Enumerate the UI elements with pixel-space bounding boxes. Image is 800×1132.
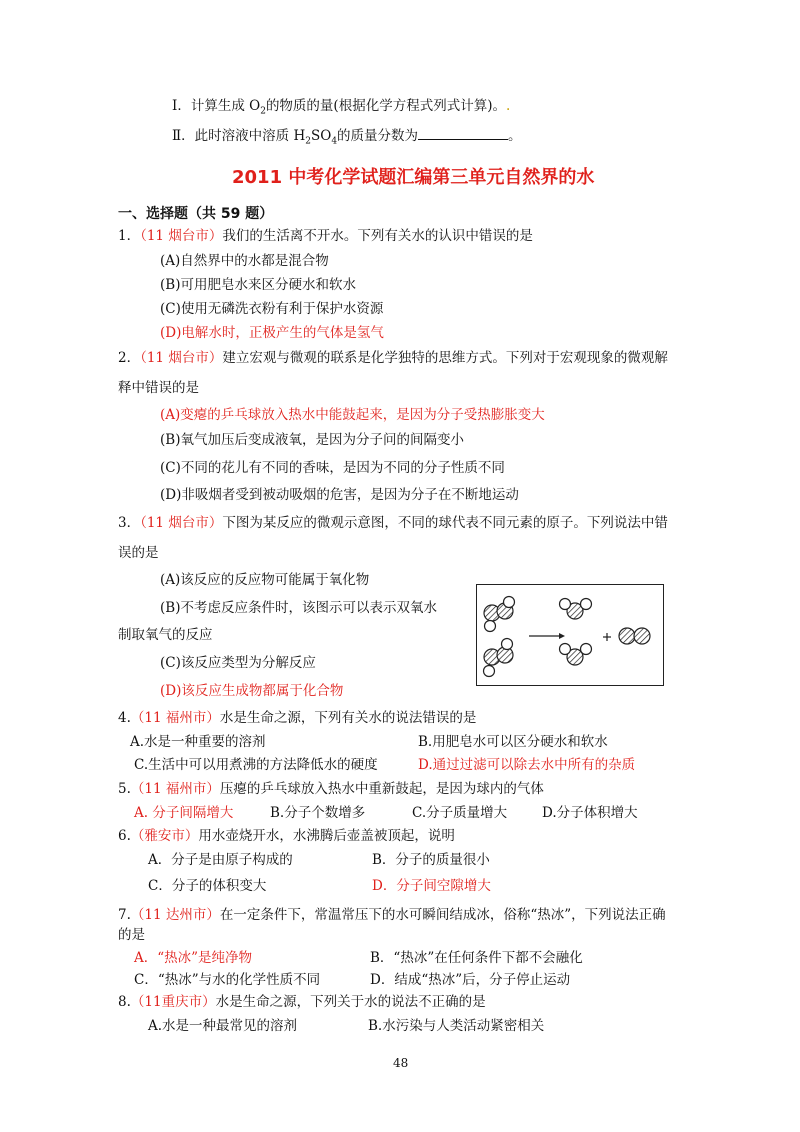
question-7-stem-cont: 的是 <box>118 927 145 943</box>
period: 。 <box>508 128 522 144</box>
q6-option-b: B．分子的质量很小 <box>372 852 490 868</box>
q6-option-a: A．分子是由原子构成的 <box>148 852 293 868</box>
reaction-diagram-svg <box>477 585 663 685</box>
question-3-stem-cont: 误的是 <box>118 545 159 561</box>
calc-line-2-suffix: 的质量分数为 <box>337 128 419 144</box>
question-number: 4. <box>118 710 131 726</box>
question-text: 水是生命之源，下列有关水的说法错误的是 <box>219 710 477 726</box>
question-source: （11 达州市） <box>130 907 220 923</box>
q6-option-d: D．分子间空隙增大 <box>372 878 491 894</box>
q2-option-a: (A)变瘪的乒乓球放入热水中能鼓起来，是因为分子受热膨胀变大 <box>160 407 545 423</box>
question-2-stem-cont: 释中错误的是 <box>118 380 199 396</box>
q3-option-a: (A)该反应的反应物可能属于氧化物 <box>160 572 370 588</box>
reaction-diagram <box>476 584 664 686</box>
subscript: 2 <box>260 106 266 117</box>
question-number: 1． <box>118 228 141 244</box>
q1-option-d: (D)电解水时，正极产生的气体是氢气 <box>160 325 384 341</box>
q7-option-a: A．“热冰”是纯净物 <box>134 950 253 966</box>
question-7-stem <box>118 903 666 923</box>
arrow-icon <box>529 633 565 639</box>
question-number: 2． <box>118 350 141 366</box>
q1-option-a: (A)自然界中的水都是混合物 <box>160 253 329 269</box>
q2-option-c: (C)不同的花儿有不同的香味，是因为不同的分子性质不同 <box>160 460 505 476</box>
q7-option-b: B．“热冰”在任何条件下都不会融化 <box>370 950 583 966</box>
q3-option-c: (C)该反应类型为分解反应 <box>160 655 316 671</box>
q7-option-d: D．结成“热冰”后，分子停止运动 <box>370 972 571 988</box>
question-4-stem <box>118 706 476 726</box>
q8-option-a: A.水是一种最常见的溶剂 <box>148 1018 298 1034</box>
reactant-molecule-2 <box>484 639 514 677</box>
question-source: （11 福州市） <box>130 781 220 797</box>
q4-option-c: C.生活中可以用煮沸的方法降低水的硬度 <box>134 757 378 773</box>
question-source: （11 烟台市） <box>140 515 223 531</box>
question-text: 我们的生活离不开水。下列有关水的认识中错误的是 <box>222 228 533 244</box>
question-source: （11 烟台市） <box>140 350 223 366</box>
page-number: 48 <box>393 1056 409 1070</box>
question-source: （11 烟台市） <box>140 228 223 244</box>
q8-option-b: B.水污染与人类活动紧密相关 <box>368 1018 545 1034</box>
plus-icon <box>603 633 611 641</box>
subscript: 2 <box>305 136 311 147</box>
q2-option-d: (D)非吸烟者受到被动吸烟的危害，是因为分子在不断地运动 <box>160 487 519 503</box>
question-2-stem <box>118 346 668 366</box>
question-number: 7. <box>118 907 131 923</box>
question-6-stem <box>118 824 455 844</box>
q3-option-b-cont: 制取氧气的反应 <box>118 627 213 643</box>
reactant-molecule-1 <box>484 597 515 632</box>
calc-line-1 <box>172 94 510 117</box>
question-1-stem <box>118 224 533 244</box>
question-source: （雅安市） <box>130 828 199 844</box>
question-text: 水是生命之源，下列关于水的说法不正确的是 <box>215 994 486 1010</box>
q4-option-b: B.用肥皂水可以区分硬水和软水 <box>418 734 608 750</box>
product-molecule-2 <box>560 644 592 666</box>
q6-option-c: C．分子的体积变大 <box>148 878 267 894</box>
question-3-stem <box>118 511 668 531</box>
q7-option-c: C．“热冰”与水的化学性质不同 <box>134 972 321 988</box>
subscript: 4 <box>331 136 338 147</box>
q3-option-b: (B)不考虑反应条件时，该图示可以表示双氧水 <box>160 600 437 616</box>
q4-option-d: D.通过过滤可以除去水中所有的杂质 <box>418 757 636 773</box>
question-8-stem <box>118 990 486 1010</box>
q4-option-a: A.水是一种重要的溶剂 <box>130 734 266 750</box>
stray-dot: . <box>505 98 511 114</box>
q5-option-b: B.分子个数增多 <box>270 805 366 821</box>
question-source: （11重庆市） <box>130 994 216 1010</box>
calc-line-1-suffix: 的物质的量(根据化学方程式列式计算)。 <box>265 98 506 114</box>
q3-option-d: (D)该反应生成物都属于化合物 <box>160 683 344 699</box>
q5-option-d: D.分子体积增大 <box>542 805 638 821</box>
question-text: 建立宏观与微观的联系是化学独特的思维方式。下列对于宏观现象的微观解 <box>222 350 668 366</box>
question-number: 3． <box>118 515 141 531</box>
answer-blank <box>418 127 508 140</box>
question-number: 8. <box>118 994 131 1010</box>
calc-line-2 <box>172 124 522 147</box>
q1-option-b: (B)可用肥皂水来区分硬水和软水 <box>160 277 356 293</box>
calc-line-1-text: Ⅰ．计算生成 O <box>172 98 261 114</box>
question-5-stem <box>118 777 544 797</box>
q2-option-b: (B)氧气加压后变成液氧，是因为分子问的间隔变小 <box>160 432 464 448</box>
question-number: 6. <box>118 828 131 844</box>
section-heading: 一、选择题（共 59 题） <box>118 206 274 222</box>
question-source: （11 福州市） <box>130 710 220 726</box>
formula-part: SO <box>310 128 332 144</box>
calc-line-2-text: Ⅱ．此时溶液中溶质 H <box>172 128 306 144</box>
question-number: 5. <box>118 781 131 797</box>
question-text: 在一定条件下，常温常压下的水可瞬间结成冰，俗称“热冰”，下列说法正确 <box>219 907 666 923</box>
q5-option-c: C.分子质量增大 <box>412 805 508 821</box>
question-text: 压瘪的乒乓球放入热水中重新鼓起，是因为球内的气体 <box>219 781 544 797</box>
question-text: 下图为某反应的微观示意图，不同的球代表不同元素的原子。下列说法中错 <box>222 515 668 531</box>
page-title: 2011 中考化学试题汇编第三单元自然界的水 <box>232 167 595 188</box>
product-molecule-3 <box>619 628 650 644</box>
q1-option-c: (C)使用无磷洗衣粉有利于保护水资源 <box>160 301 384 317</box>
question-text: 用水壶烧开水，水沸腾后壶盖被顶起，说明 <box>198 828 455 844</box>
q5-option-a: A. 分子间隔增大 <box>134 805 234 821</box>
product-molecule-1 <box>560 599 592 620</box>
